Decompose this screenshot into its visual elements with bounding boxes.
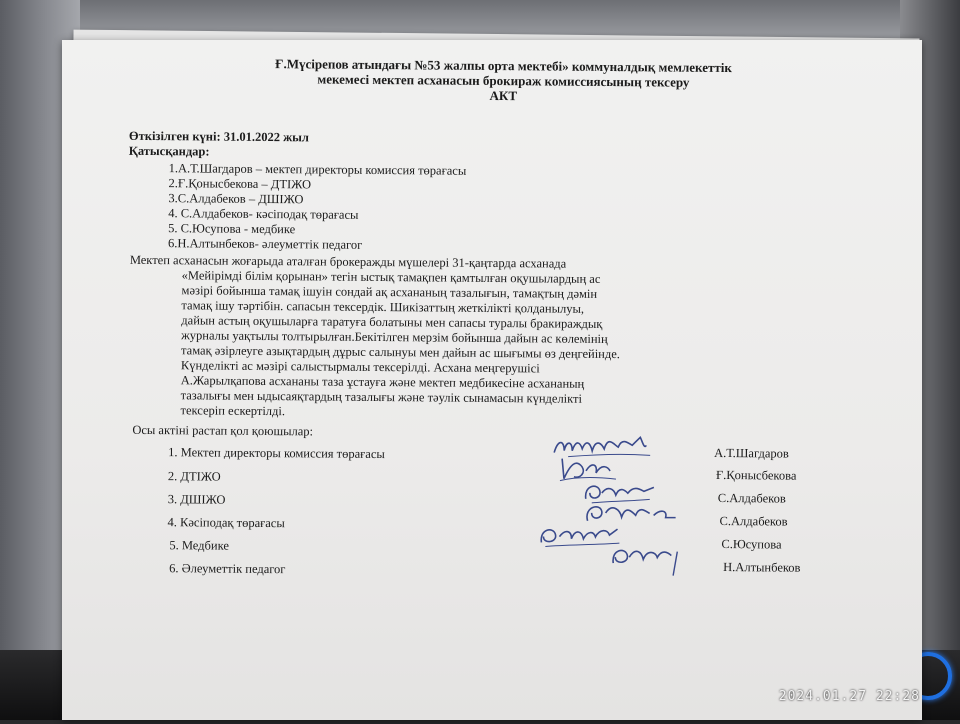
date-line: Өткізілген күні: 31.01.2022 жыл — [128, 128, 310, 145]
participant-item: 6.Н.Алтынбеков- әлеуметтік педагог — [167, 236, 363, 252]
signatory-name: С.Алдабеков — [719, 513, 788, 529]
signatory-name: Ғ.Қонысбекова — [715, 467, 797, 483]
signatory-name: С.Юсупова — [721, 537, 782, 552]
participant-item: 1.А.Т.Шагдаров – мектеп директоры комиссия төрағасы — [168, 161, 467, 178]
document-body — [58, 36, 924, 723]
signatory-role: 5. Медбике — [169, 538, 229, 553]
body-line: тамақ әзірлеуге азықтардың дұрыс салынуы мен дайын ас шығымы өз деңгейінде. — [180, 343, 621, 362]
participant-item: 5. С.Юсупова - медбике — [168, 221, 296, 237]
title-line-1: Ғ.Мүсірепов атындағы №53 жалпы орта мектебі» коммуналдық мемлекеттік — [275, 56, 732, 76]
body-line: Мектеп асханасын жоғарыда аталған брокеражды мүшелері 31-қаңтарда асханада — [129, 252, 567, 271]
participant-item: 2.Ғ.Қонысбекова – ДТІЖО — [168, 176, 312, 192]
signatory-role: 2. ДТІЖО — [167, 469, 221, 484]
body-line: тамақ ішу тәртібін. сапасын тексердік. Шикізаттың жеткілікті қолданылуы, — [181, 298, 585, 316]
title-line-3: АКТ — [489, 87, 518, 104]
signatory-name: А.Т.Шагдаров — [714, 445, 789, 461]
title-line-2: мекемесі мектеп асханасын брокираж комиссиясының тексеру — [317, 71, 690, 90]
body-line: Күнделікті ас мәзірі салыстырмалы тексерілді. Асхана меңгерушісі — [180, 358, 540, 376]
signatory-role: 3. ДШІЖО — [167, 492, 226, 507]
signatory-role: 4. Кәсіподақ төрағасы — [167, 515, 285, 531]
photo-timestamp: 2024.01.27 22:28 — [778, 689, 920, 704]
participants-heading: Қатысқандар: — [128, 143, 210, 159]
body-line: тазалығы мен ыдысаяқтардың тазалығы және тәулік сынамасын күнделікті — [180, 388, 583, 406]
paper-sheet — [62, 40, 922, 720]
body-line: тексеріп ескертілді. — [180, 403, 286, 419]
body-line: мәзірі бойынша тамақ ішуін сондай ақ асхананың тазалығын, тамақтың дәмін — [181, 283, 598, 301]
participant-item: 3.С.Алдабеков – ДШІЖО — [168, 191, 304, 207]
signature-6 — [607, 541, 697, 578]
signatory-role: 1. Мектеп директоры комиссия төрағасы — [168, 445, 385, 462]
participant-item: 4. С.Алдабеков- кәсіподақ төрағасы — [168, 206, 359, 222]
body-line: «Мейірімді білім қорынан» тегін ыстық тамақпен қамтылған оқушылардың ас — [181, 268, 601, 286]
signatory-role: 6. Әлеуметтік педагог — [169, 561, 286, 577]
signatory-name: Н.Алтынбеков — [723, 560, 801, 575]
body-line: А.Жарылқапова асхананы таза ұстауға және мектеп медбикесіне асхананың — [180, 373, 585, 391]
body-line: дайын астың оқушыларға таратуға болатыны мен сапасы туралы бракираждық — [181, 313, 603, 331]
body-line: журналы уақтылы толтырылған.Бекітілген мерзім бойынша дайын ас көлемінің — [181, 328, 608, 347]
signatory-name: С.Алдабеков — [717, 490, 786, 506]
confirm-line: Осы актіні растап қол қоюшылар: — [132, 422, 314, 439]
